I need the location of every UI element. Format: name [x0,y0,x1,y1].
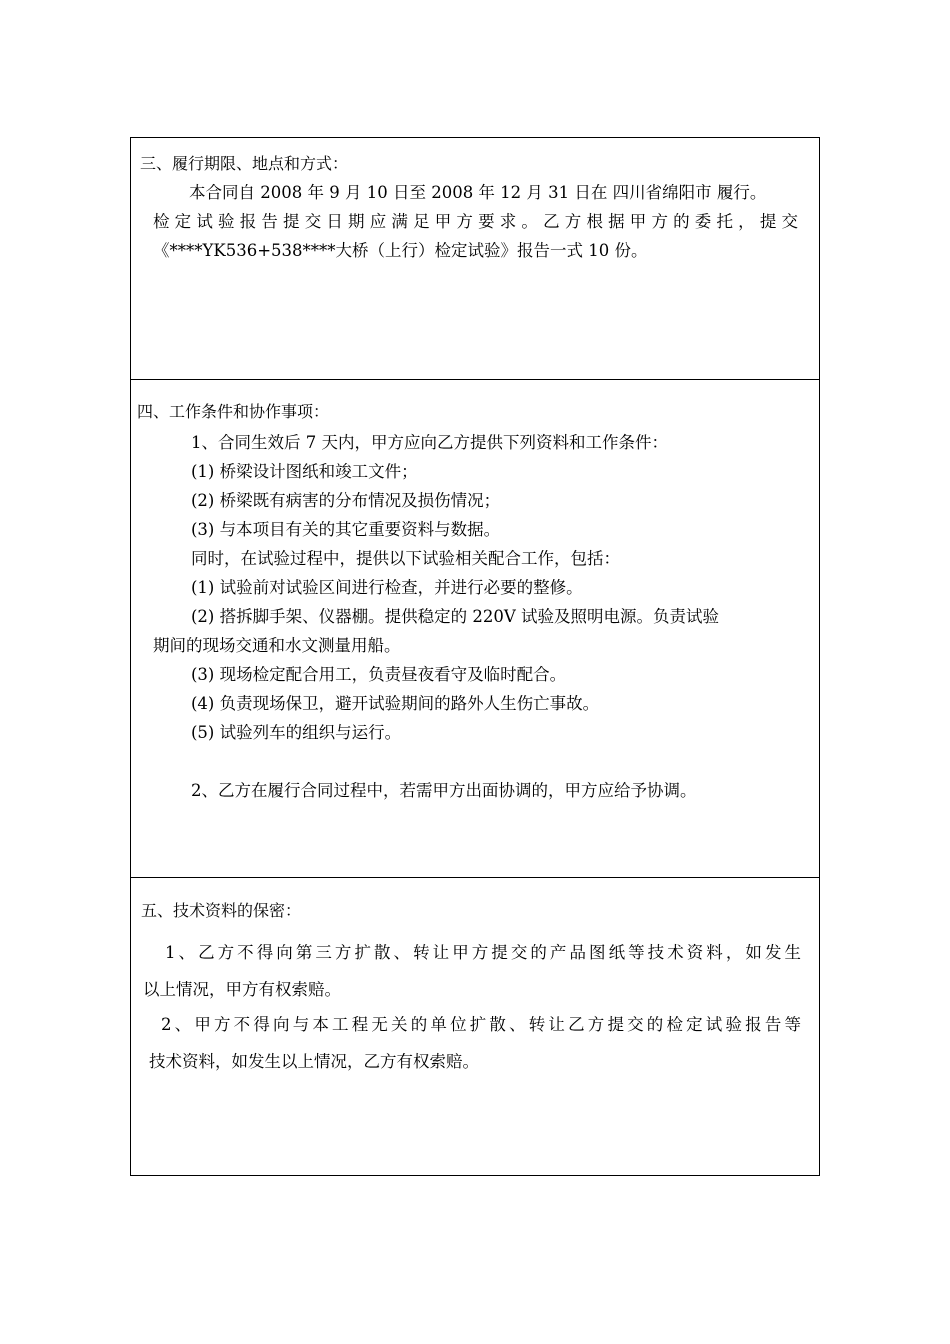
paragraph-line: 以上情况，甲方有权索赔。 [143,980,341,999]
section-heading: 四、工作条件和协作事项： [137,402,330,421]
section-confidentiality [131,877,819,1175]
section-working-conditions [131,379,819,877]
section-heading: 三、履行期限、地点和方式： [140,154,349,173]
list-item: (4) 负责现场保卫，避开试验期间的路外人生伤亡事故。 [191,694,600,713]
list-item: (1) 试验前对试验区间进行检查，并进行必要的整修。 [191,578,583,597]
paragraph-line: 2、乙方在履行合同过程中，若需甲方出面协调的，甲方应给予协调。 [191,781,697,800]
paragraph-line: 技术资料，如发生以上情况，乙方有权索赔。 [149,1052,479,1071]
list-item: (5) 试验列车的组织与运行。 [191,723,402,742]
section-heading: 五、技术资料的保密： [141,901,302,920]
contract-table [130,137,820,1176]
list-item: (2) 桥梁既有病害的分布情况及损伤情况； [191,491,501,510]
list-item: (3) 现场检定配合用工，负责昼夜看守及临时配合。 [191,665,567,684]
paragraph-line: 《****YK536+538****大桥（上行）检定试验》报告一式 10 份。 [153,241,648,260]
section-performance-terms [131,138,819,379]
paragraph-line: 本合同自 2008 年 9 月 10 日至 2008 年 12 月 31 日在 四川省绵阳市 履行。 [189,183,767,202]
paragraph-line: 检定试验报告提交日期应满足甲方要求。乙方根据甲方的委托，提交 [153,212,798,231]
paragraph-line: 1、乙方不得向第三方扩散、转让甲方提交的产品图纸等技术资料，如发生 [165,943,801,962]
list-item: (1) 桥梁设计图纸和竣工文件； [191,462,418,481]
paragraph-line: 同时，在试验过程中，提供以下试验相关配合工作，包括： [191,549,620,568]
paragraph-line: 2、甲方不得向与本工程无关的单位扩散、转让乙方提交的检定试验报告等 [161,1015,801,1034]
paragraph-line: 期间的现场交通和水文测量用船。 [153,636,401,655]
paragraph-line: 1、合同生效后 7 天内，甲方应向乙方提供下列资料和工作条件： [191,433,668,452]
list-item: (3) 与本项目有关的其它重要资料与数据。 [191,520,501,539]
list-item: (2) 搭拆脚手架、仪器棚。提供稳定的 220V 试验及照明电源。负责试验 [191,607,720,626]
